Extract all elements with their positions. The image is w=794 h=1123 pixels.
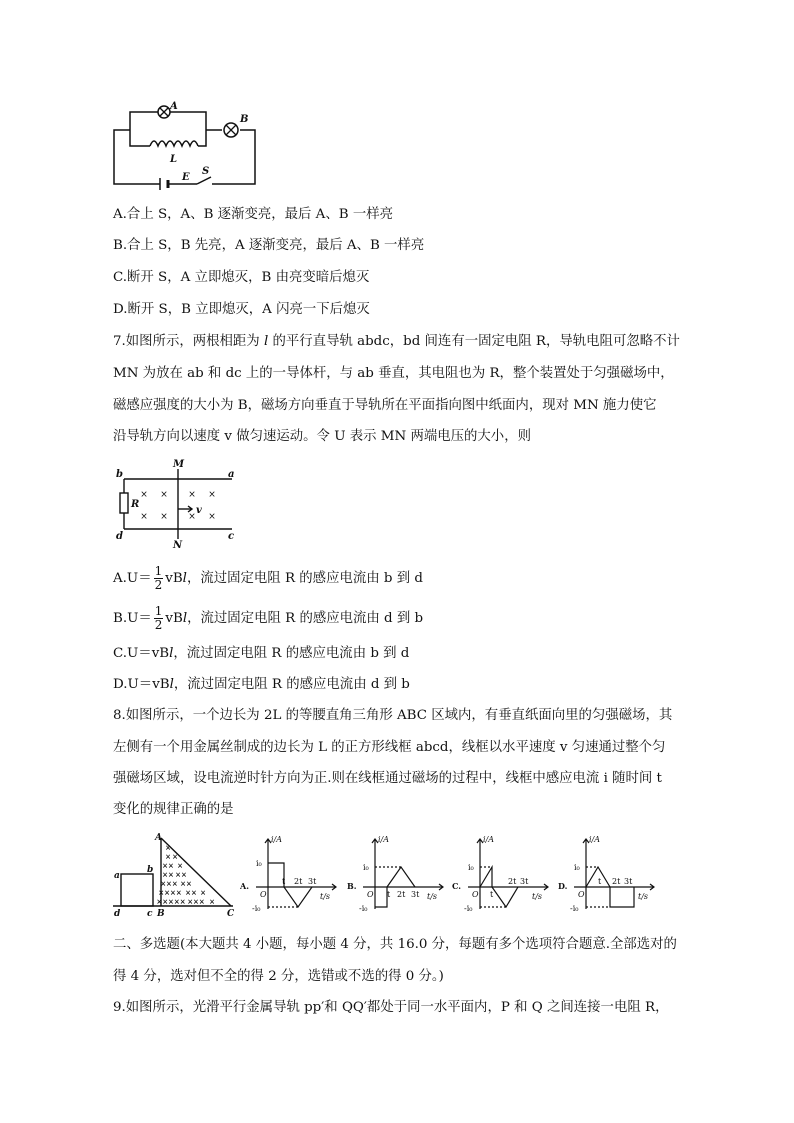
svg-text:×: × (140, 490, 148, 500)
svg-text:×: × (160, 512, 168, 522)
q9-stem-line-1: 9.如图所示，光滑平行金属导轨 pp′和 QQ′都处于同一水平面内，P 和 Q 之间连接一电阻 R， (113, 1000, 669, 1015)
svg-text:×: × (140, 512, 148, 522)
origin-label: O (367, 890, 374, 899)
label-a: a (228, 469, 235, 480)
label-b-vertex: B (157, 909, 165, 919)
svg-text:××××: ×××× (158, 888, 182, 897)
q7-stem-line-1 (113, 332, 680, 352)
y-axis-label: i/A (378, 835, 390, 844)
label-c: c (228, 531, 235, 542)
tick-3t: 3t (520, 877, 529, 886)
i0-label: i₀ (363, 863, 369, 872)
q7-option-c-pre: C.U＝vB (113, 646, 170, 661)
svg-text:×: × (200, 888, 206, 897)
svg-text:××: ×× (180, 879, 192, 888)
q6-option-c: C.断开 S，A 立即熄灭，B 由亮变暗后熄灭 (113, 270, 370, 285)
neg-i0-label: -i₀ (464, 904, 473, 913)
graph-label: B. (347, 881, 357, 891)
graph-option-c (452, 833, 552, 915)
fraction (154, 565, 164, 592)
svg-text:×: × (188, 490, 196, 500)
graph-label: C. (452, 881, 462, 891)
q8-stem-line-2: 左侧有一个用金属丝制成的边长为 L 的正方形线框 abcd，线框以水平速度 v 匀速通过整个匀 (113, 740, 666, 755)
svg-text:×: × (208, 512, 216, 522)
label-d: d (116, 531, 123, 542)
label-e: E (182, 172, 190, 183)
label-a: a (114, 871, 120, 881)
q7-option-b-pre: B.U＝ (113, 611, 152, 626)
q7-option-d-pre: D.U＝vB (113, 677, 170, 692)
tick-2t: 2t (612, 877, 621, 886)
y-axis-label: i/A (271, 835, 283, 844)
fraction-den: 2 (154, 618, 163, 632)
label-d: d (114, 909, 121, 919)
y-axis-label: i/A (483, 835, 495, 844)
q7-option-a (113, 565, 423, 592)
svg-text:×: × (172, 852, 178, 861)
x-axis-label: t/s (320, 892, 331, 901)
section2-heading-line-1: 二、多选题(本大题共 4 小题，每小题 4 分，共 16.0 分，每题有多个选项符合题意.全部选对的 (113, 937, 677, 952)
tick-t: t (387, 890, 391, 899)
svg-text:×××××: ××××× (156, 897, 186, 906)
q7-option-b-post: ，流过固定电阻 R 的感应电流由 d 到 b (187, 611, 424, 626)
q7-option-a-pre: A.U＝ (113, 571, 152, 586)
tick-t: t (282, 877, 286, 886)
fraction-num: 1 (154, 564, 163, 578)
label-c-small: c (147, 909, 153, 919)
fraction-num: 1 (154, 604, 163, 618)
tick-3t: 3t (624, 877, 633, 886)
tick-2t: 2t (397, 890, 406, 899)
label-s: S (202, 166, 210, 177)
label-c-vertex: C (227, 909, 235, 919)
q7-stem-line-3: 磁感应强度的大小为 B，磁场方向垂直于导轨所在平面指向图中纸面内，现对 MN 施力使它 (113, 398, 657, 413)
label-b-small: b (147, 865, 154, 875)
q7-stem-text-1: 7.如图所示，两根相距为 (113, 334, 260, 349)
i0-label: i₀ (574, 863, 580, 872)
svg-text:×: × (177, 861, 183, 870)
i0-label: i₀ (468, 863, 474, 872)
rail-diagram-q7 (112, 457, 244, 549)
var-l: l (182, 611, 188, 626)
q6-option-d: D.断开 S，B 立即熄灭，A 闪亮一下后熄灭 (113, 302, 370, 317)
label-b: B (240, 114, 249, 125)
var-l: l (263, 334, 269, 349)
tick-2t: 2t (508, 877, 517, 886)
neg-i0-label: -i₀ (252, 904, 261, 913)
section2-heading-line-2: 得 4 分，选对但不全的得 2 分，选错或不选的得 0 分。) (113, 969, 444, 984)
label-r: R (131, 499, 140, 510)
tick-3t: 3t (411, 890, 420, 899)
q7-option-c-post: ，流过固定电阻 R 的感应电流由 b 到 d (173, 646, 410, 661)
var-l: l (169, 677, 174, 692)
q7-option-d (113, 675, 410, 695)
tick-3t: 3t (308, 877, 317, 886)
x-axis-label: t/s (532, 892, 543, 901)
lamp-b-icon (224, 123, 238, 137)
q7-option-c (113, 644, 409, 664)
q8-stem-line-1: 8.如图所示，一个边长为 2L 的等腰直角三角形 ABC 区域内，有垂直纸面向里的匀强磁场，其 (113, 708, 673, 723)
graph-label: A. (240, 881, 249, 891)
q8-stem-line-3: 强磁场区域，设电流逆时针方向为正.则在线框通过磁场的过程中，线框中感应电流 i 随时间 t (113, 771, 662, 786)
origin-label: O (578, 890, 585, 899)
svg-text:××: ×× (185, 888, 197, 897)
neg-i0-label: -i₀ (359, 904, 368, 913)
neg-i0-label: -i₀ (570, 904, 579, 913)
graph-option-d (558, 833, 658, 915)
label-m: M (173, 459, 185, 470)
var-l: l (169, 646, 174, 661)
tick-t: t (490, 890, 494, 899)
q7-option-a-mid: vB (165, 571, 183, 586)
graph-option-b (347, 833, 447, 915)
fraction (154, 605, 164, 632)
q7-option-b-mid: vB (165, 611, 183, 626)
svg-text:×××: ××× (160, 879, 178, 888)
graph-label: D. (558, 881, 568, 891)
svg-text:×: × (208, 490, 216, 500)
label-l: L (170, 154, 178, 165)
origin-label: O (260, 890, 267, 899)
x-axis-label: t/s (638, 892, 649, 901)
q7-stem-line-4: 沿导轨方向以速度 v 做匀速运动。令 U 表示 MN 两端电压的大小，则 (113, 429, 531, 444)
lamp-a-icon (158, 106, 170, 118)
label-n: N (173, 540, 183, 549)
svg-text:××: ×× (175, 870, 187, 879)
svg-text:××: ×× (162, 870, 174, 879)
label-a-vertex: A (155, 833, 162, 843)
x-axis-label: t/s (427, 892, 438, 901)
q7-stem-line-2: MN 为放在 ab 和 dc 上的一导体杆，与 ab 垂直，其电阻也为 R，整个装置处于匀强磁场中， (113, 366, 674, 381)
q7-option-b (113, 605, 423, 632)
i0-label: i₀ (256, 859, 262, 868)
svg-text:×××: ××× (187, 897, 205, 906)
triangle-field-diagram-q8 (113, 832, 238, 920)
tick-2t: 2t (294, 877, 303, 886)
fraction-den: 2 (154, 578, 163, 592)
q8-stem-line-4: 变化的规律正确的是 (113, 802, 234, 817)
svg-text:××: ×× (162, 861, 174, 870)
q7-option-d-post: ，流过固定电阻 R 的感应电流由 d 到 b (173, 677, 410, 692)
label-b: b (116, 469, 123, 480)
var-l: l (182, 571, 187, 586)
origin-label: O (472, 890, 479, 899)
q6-option-b: B.合上 S，B 先亮，A 逐渐变亮，最后 A、B 一样亮 (113, 238, 425, 253)
svg-text:×: × (165, 852, 171, 861)
q6-option-a: A.合上 S，A、B 逐渐变亮，最后 A、B 一样亮 (113, 207, 394, 222)
circuit-diagram-q6 (110, 100, 260, 192)
tick-t: t (598, 877, 602, 886)
svg-text:×: × (160, 490, 168, 500)
label-a: A (170, 101, 178, 112)
y-axis-label: i/A (589, 835, 601, 844)
label-v: v (196, 505, 202, 516)
graph-option-a (240, 833, 340, 915)
svg-text:×: × (188, 512, 196, 522)
svg-text:×: × (165, 843, 171, 852)
q7-stem-text-2: 的平行直导轨 abdc，bd 间连有一固定电阻 R，导轨电阻可忽略不计 (272, 334, 680, 349)
svg-text:×: × (209, 897, 215, 906)
q7-option-a-post: ，流过固定电阻 R 的感应电流由 b 到 d (186, 571, 423, 586)
